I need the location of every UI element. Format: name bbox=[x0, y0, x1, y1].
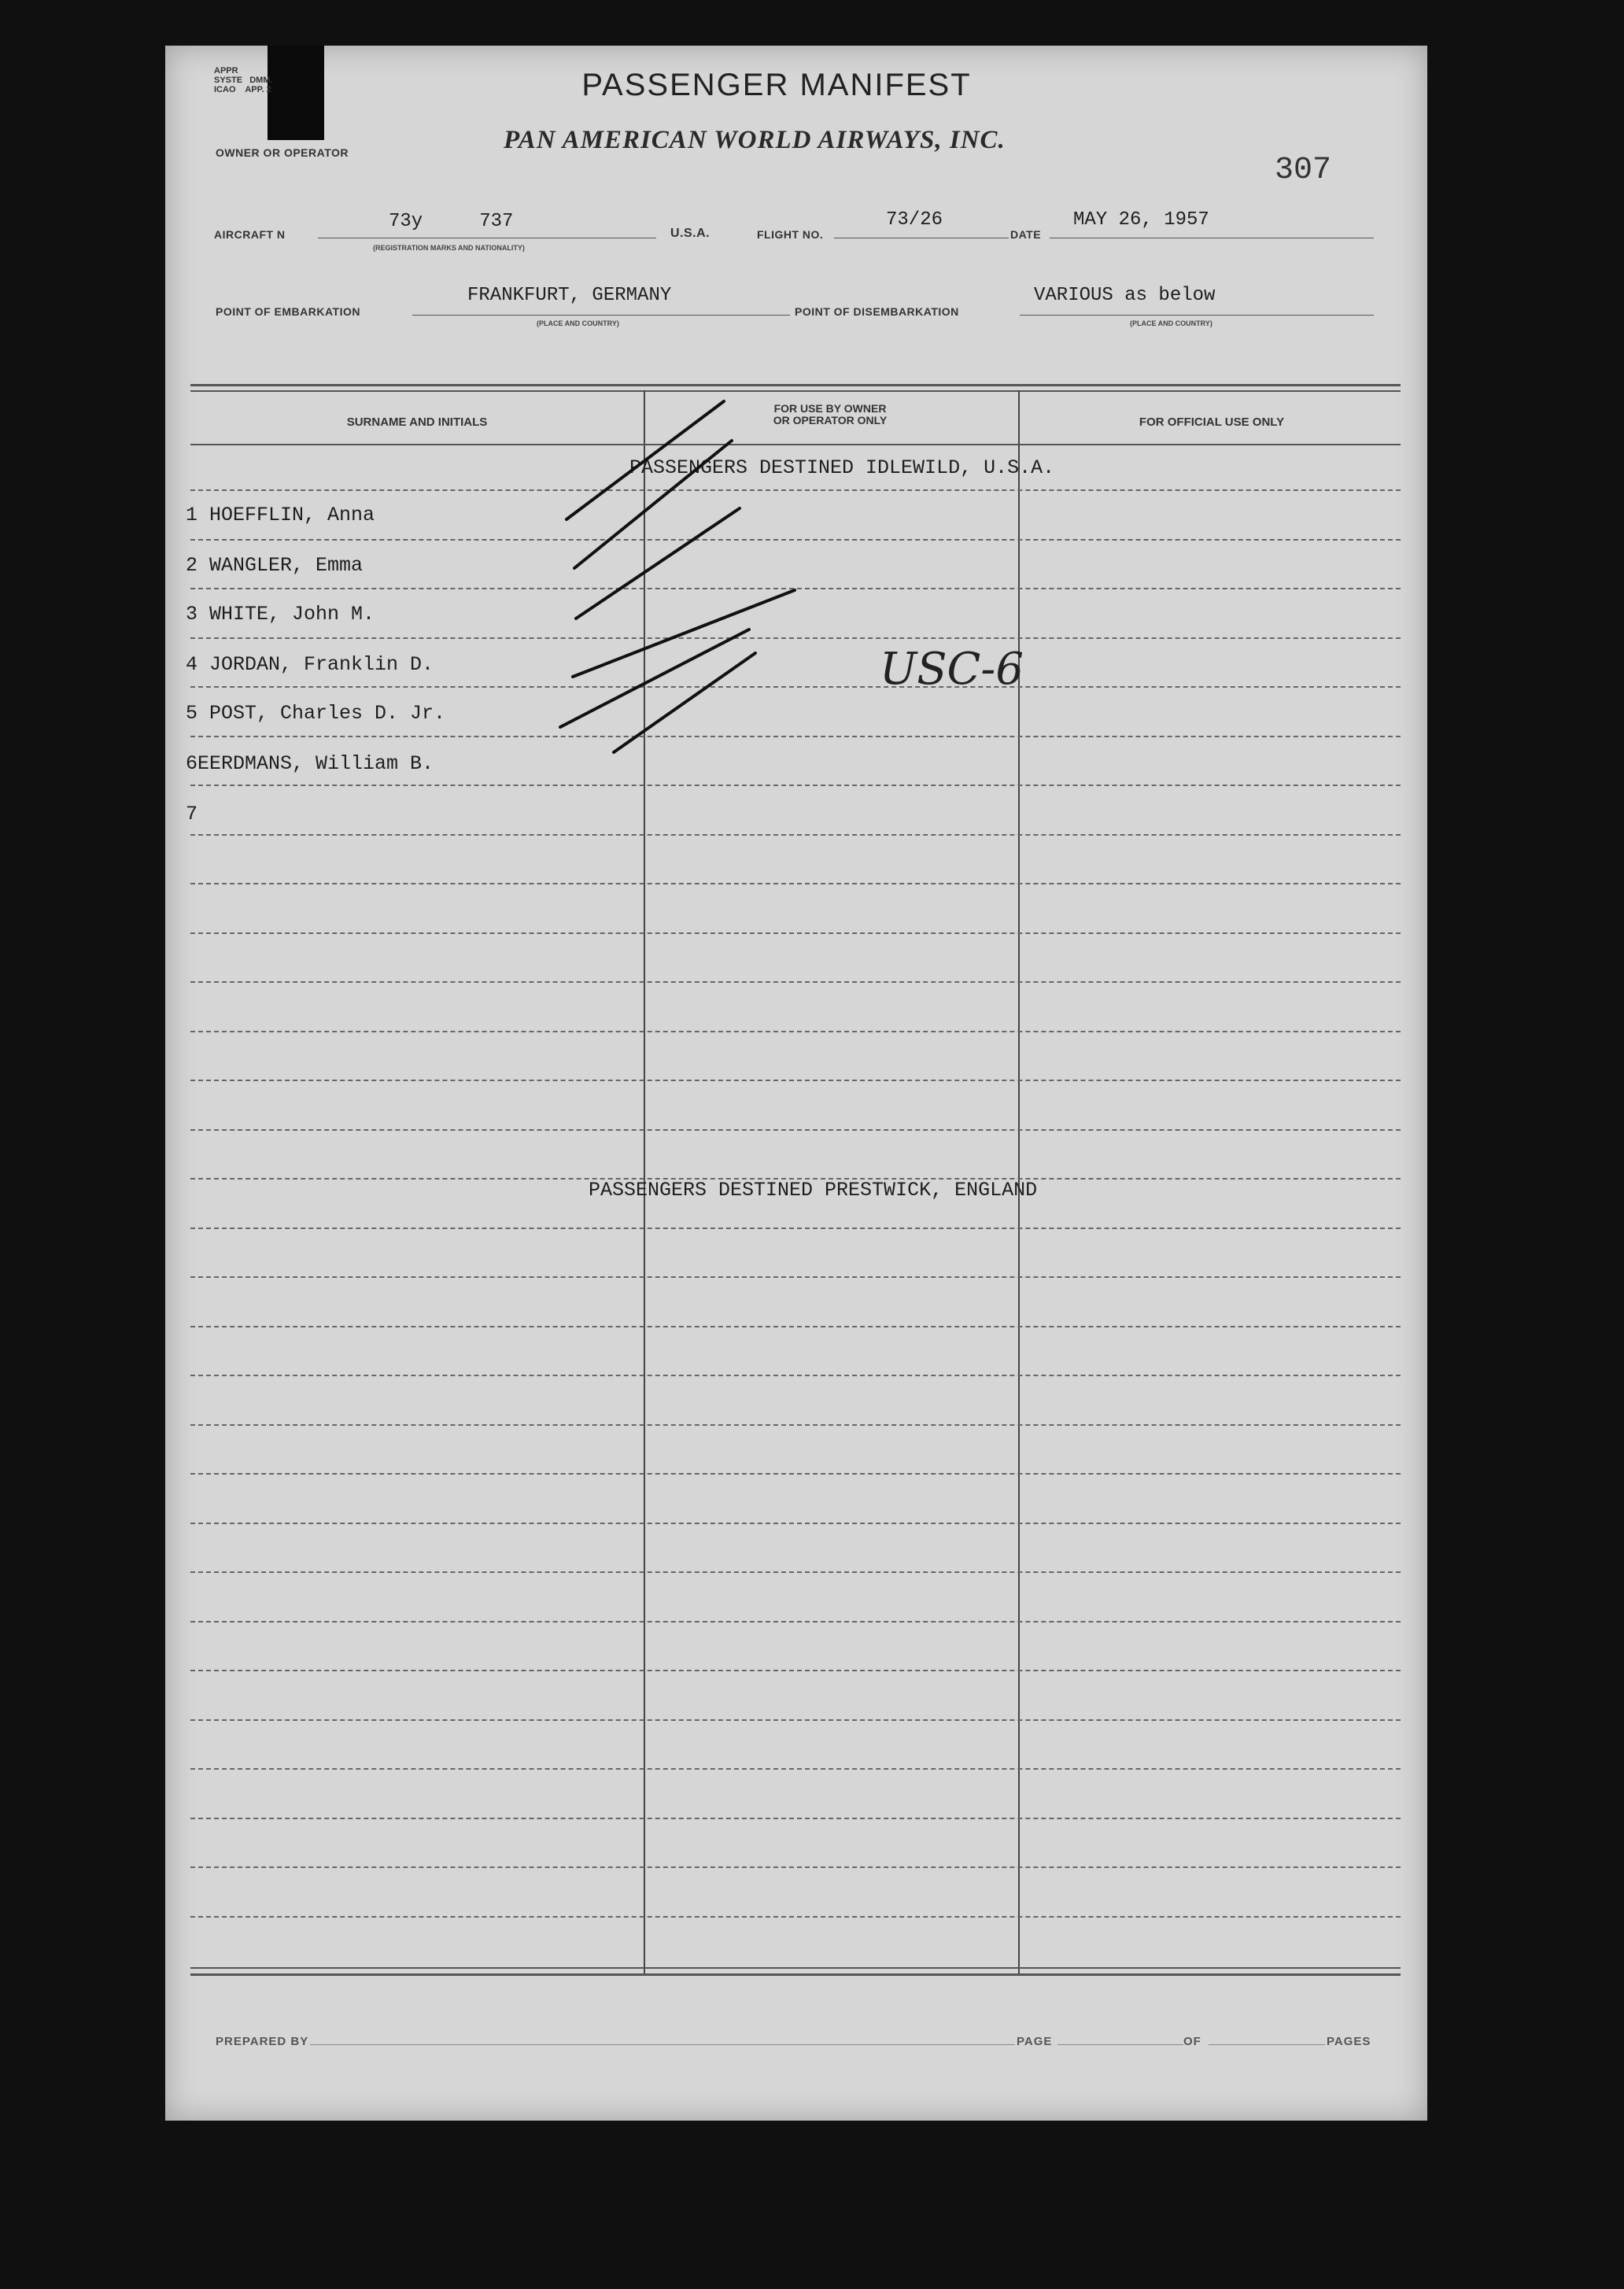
handwritten-note: USC-6 bbox=[880, 644, 1024, 695]
ruled-line bbox=[190, 1621, 1401, 1623]
handwritten-check-marks bbox=[543, 393, 810, 771]
passenger-row: 2 WANGLER, Emma bbox=[186, 554, 364, 577]
col-header-operator-line1: FOR USE BY OWNER bbox=[773, 402, 887, 415]
table-bottom-rule-2 bbox=[190, 1973, 1401, 1976]
footer-page: PAGE bbox=[1017, 2035, 1053, 2048]
section-prestwick: PASSENGERS DESTINED PRESTWICK, ENGLAND bbox=[589, 1179, 1038, 1202]
passenger-row: 3 WHITE, John M. bbox=[186, 603, 375, 626]
ruled-line bbox=[190, 1080, 1401, 1081]
registration-note: (REGISTRATION MARKS AND NATIONALITY) bbox=[373, 244, 525, 252]
ruled-line bbox=[190, 1375, 1401, 1376]
footer-pages: PAGES bbox=[1327, 2035, 1371, 2048]
approval-stamp: APPR SYSTE DMM. ICAO APP. 2 bbox=[214, 66, 273, 94]
embarkation-note: (PLACE AND COUNTRY) bbox=[537, 319, 619, 327]
of-line bbox=[1209, 2044, 1325, 2045]
ruled-line bbox=[190, 1326, 1401, 1327]
ruled-line bbox=[190, 883, 1401, 884]
embarkation-value: FRANKFURT, GERMANY bbox=[467, 285, 672, 306]
table-bottom-rule bbox=[190, 1967, 1401, 1969]
aircraft-label: AIRCRAFT N bbox=[214, 228, 286, 241]
ruled-line bbox=[190, 1866, 1401, 1868]
ruled-line bbox=[190, 1916, 1401, 1918]
embarkation-underline bbox=[412, 315, 790, 316]
ruled-line bbox=[190, 1473, 1401, 1475]
table-top-rule-2 bbox=[190, 390, 1401, 392]
passenger-row: 5 POST, Charles D. Jr. bbox=[186, 702, 446, 725]
col-header-official: FOR OFFICIAL USE ONLY bbox=[1139, 415, 1285, 429]
date-label: DATE bbox=[1010, 228, 1042, 241]
ruled-line bbox=[190, 1424, 1401, 1426]
disembarkation-value: VARIOUS as below bbox=[1034, 285, 1216, 306]
ruled-line bbox=[190, 1670, 1401, 1671]
ruled-line bbox=[190, 1719, 1401, 1721]
passenger-row: 6EERDMANS, William B. bbox=[186, 752, 434, 775]
check-stroke bbox=[576, 508, 740, 618]
ruled-line bbox=[190, 932, 1401, 934]
passenger-row: 7 bbox=[186, 803, 198, 825]
disembarkation-underline bbox=[1020, 315, 1374, 316]
manifest-paper bbox=[165, 46, 1427, 2121]
ruled-line bbox=[190, 1768, 1401, 1770]
ruled-line bbox=[190, 1031, 1401, 1032]
col-header-surname: SURNAME AND INITIALS bbox=[346, 415, 488, 429]
table-top-rule bbox=[190, 384, 1401, 386]
footer-of: OF bbox=[1183, 2035, 1201, 2048]
passenger-row: 1 HOEFFLIN, Anna bbox=[186, 504, 375, 526]
footer-prepared-by: PREPARED BY bbox=[216, 2035, 309, 2048]
owner-label: OWNER OR OPERATOR bbox=[216, 146, 349, 159]
flight-value: 73/26 bbox=[886, 209, 943, 231]
ruled-line bbox=[190, 1571, 1401, 1573]
ruled-line bbox=[190, 1129, 1401, 1131]
disembarkation-label: POINT OF DISEMBARKATION bbox=[795, 305, 959, 318]
check-stroke bbox=[614, 653, 755, 752]
ruled-line bbox=[190, 1523, 1401, 1524]
section-idlewild: PASSENGERS DESTINED IDLEWILD, U.S.A. bbox=[629, 456, 1055, 479]
aircraft-value: 73y 737 bbox=[389, 211, 514, 232]
disembarkation-note: (PLACE AND COUNTRY) bbox=[1130, 319, 1212, 327]
col-header-operator-line2: OR OPERATOR ONLY bbox=[773, 414, 888, 426]
prepared-by-line bbox=[310, 2044, 1015, 2045]
airline-name: PAN AMERICAN WORLD AIRWAYS, INC. bbox=[504, 126, 1006, 154]
ruled-line bbox=[190, 1276, 1401, 1278]
ruled-line bbox=[190, 834, 1401, 836]
page-line bbox=[1057, 2044, 1183, 2045]
usa-label: U.S.A. bbox=[670, 227, 710, 240]
ruled-line bbox=[190, 1228, 1401, 1229]
check-stroke bbox=[574, 441, 732, 568]
check-stroke bbox=[567, 401, 724, 519]
title-text: PASSENGER MANIFEST bbox=[581, 68, 972, 102]
ruled-line bbox=[190, 981, 1401, 983]
embarkation-label: POINT OF EMBARKATION bbox=[216, 305, 360, 318]
flight-label: FLIGHT NO. bbox=[757, 228, 824, 241]
page-number: 307 bbox=[1275, 153, 1332, 188]
passenger-row: 4 JORDAN, Franklin D. bbox=[186, 653, 434, 676]
document-title bbox=[0, 68, 1624, 103]
date-value: MAY 26, 1957 bbox=[1073, 209, 1209, 231]
ruled-line bbox=[190, 785, 1401, 786]
ruled-line bbox=[190, 1818, 1401, 1819]
